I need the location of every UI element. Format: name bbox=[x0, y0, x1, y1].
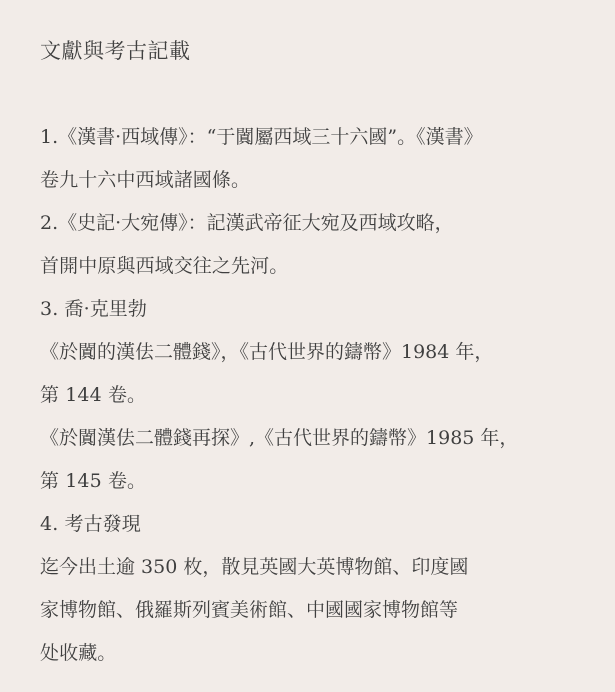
text-line-1: 1.《漢書·西域傳》：“于闐屬西域三十六國”。《漢書》 bbox=[40, 126, 483, 148]
document-body bbox=[40, 122, 585, 681]
text-line-11: 迄今出土逾 350 枚，散見英國大英博物館、印度國 bbox=[40, 556, 469, 578]
text-line-3: 2.《史記·大宛傳》：記漢武帝征大宛及西域攻略， bbox=[40, 212, 454, 234]
text-line-2: 卷九十六中西域諸國條。 bbox=[40, 169, 251, 191]
text-line-6: 《於闐的漢佉二體錢》，《古代世界的鑄幣》1984 年， bbox=[40, 341, 494, 363]
text-line-4: 首開中原與西域交往之先河。 bbox=[40, 255, 289, 277]
text-line-10: 4. 考古發現 bbox=[40, 513, 141, 535]
text-line-9: 第 145 卷。 bbox=[40, 470, 147, 492]
text-line-12: 家博物館、俄羅斯列賓美術館、中國國家博物館等 bbox=[40, 599, 459, 621]
document-title: 文獻與考古記載 bbox=[40, 39, 191, 63]
text-line-5: 3. 喬·克里勃 bbox=[40, 298, 148, 320]
text-line-8: 《於闐漢佉二體錢再探》,《古代世界的鑄幣》1985 年， bbox=[40, 427, 519, 449]
text-line-13: 处收藏。 bbox=[40, 642, 117, 664]
text-line-7: 第 144 卷。 bbox=[40, 384, 147, 406]
